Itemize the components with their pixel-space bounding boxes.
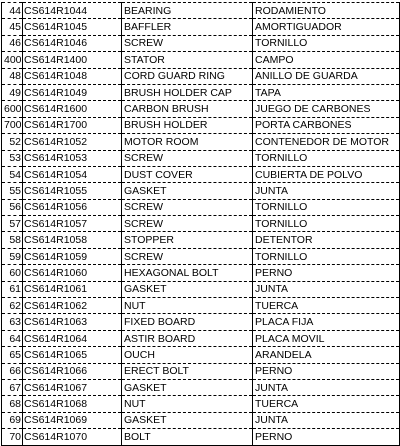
part-code-cell: CS614R1045 [23, 19, 122, 35]
part-code-cell: CS614R1064 [23, 330, 122, 346]
part-code-cell: CS614R1066 [23, 363, 122, 379]
table-row [2, 150, 400, 166]
ref-number-cell: 60 [2, 265, 23, 281]
table-row [2, 429, 400, 445]
ref-number-cell: 69 [2, 412, 23, 428]
ref-number-cell: 53 [2, 150, 23, 166]
spanish-name-cell: PLACA MOVIL [253, 330, 400, 346]
parts-table [1, 2, 400, 446]
spanish-name-cell: TAPA [253, 84, 400, 100]
english-name-cell: ERECT BOLT [122, 363, 253, 379]
part-code-cell: CS614R1600 [23, 101, 122, 117]
part-code-cell: CS614R1063 [23, 314, 122, 330]
english-name-cell: BRUSH HOLDER CAP [122, 84, 253, 100]
english-name-cell: HEXAGONAL BOLT [122, 265, 253, 281]
table-row [2, 232, 400, 248]
part-code-cell: CS614R1068 [23, 396, 122, 412]
english-name-cell: SCREW [122, 199, 253, 215]
spanish-name-cell: CONTENEDOR DE MOTOR [253, 134, 400, 150]
table-row [2, 281, 400, 297]
table-row [2, 199, 400, 215]
table-row [2, 298, 400, 314]
spanish-name-cell: TORNILLO [253, 199, 400, 215]
table-row [2, 52, 400, 68]
ref-number-cell: 54 [2, 166, 23, 182]
ref-number-cell: 48 [2, 68, 23, 84]
spanish-name-cell: ANILLO DE GUARDA [253, 68, 400, 84]
table-row [2, 412, 400, 428]
english-name-cell: CARBON BRUSH [122, 101, 253, 117]
spanish-name-cell: TORNILLO [253, 248, 400, 264]
ref-number-cell: 400 [2, 52, 23, 68]
table-row [2, 183, 400, 199]
ref-number-cell: 45 [2, 19, 23, 35]
table-row [2, 134, 400, 150]
table-row [2, 35, 400, 51]
part-code-cell: CS614R1070 [23, 429, 122, 445]
english-name-cell: SCREW [122, 248, 253, 264]
part-code-cell: CS614R1400 [23, 52, 122, 68]
ref-number-cell: 700 [2, 117, 23, 133]
english-name-cell: SCREW [122, 35, 253, 51]
spanish-name-cell: PORTA CARBONES [253, 117, 400, 133]
spanish-name-cell: PLACA FIJA [253, 314, 400, 330]
spanish-name-cell: TUERCA [253, 396, 400, 412]
english-name-cell: BEARING [122, 3, 253, 19]
part-code-cell: CS614R1067 [23, 379, 122, 395]
ref-number-cell: 66 [2, 363, 23, 379]
spanish-name-cell: TORNILLO [253, 35, 400, 51]
english-name-cell: NUT [122, 298, 253, 314]
spanish-name-cell: RODAMIENTO [253, 3, 400, 19]
english-name-cell: GASKET [122, 379, 253, 395]
english-name-cell: FIXED BOARD [122, 314, 253, 330]
ref-number-cell: 52 [2, 134, 23, 150]
spanish-name-cell: JUNTA [253, 412, 400, 428]
english-name-cell: ASTIR BOARD [122, 330, 253, 346]
part-code-cell: CS614R1061 [23, 281, 122, 297]
part-code-cell: CS614R1049 [23, 84, 122, 100]
table-row [2, 101, 400, 117]
english-name-cell: STATOR [122, 52, 253, 68]
ref-number-cell: 67 [2, 379, 23, 395]
table-row [2, 3, 400, 19]
english-name-cell: SCREW [122, 216, 253, 232]
ref-number-cell: 44 [2, 3, 23, 19]
english-name-cell: GASKET [122, 412, 253, 428]
english-name-cell: CORD GUARD RING [122, 68, 253, 84]
ref-number-cell: 61 [2, 281, 23, 297]
table-row [2, 166, 400, 182]
spanish-name-cell: PERNO [253, 363, 400, 379]
spanish-name-cell: DETENTOR [253, 232, 400, 248]
table-row [2, 330, 400, 346]
ref-number-cell: 59 [2, 248, 23, 264]
english-name-cell: BAFFLER [122, 19, 253, 35]
spanish-name-cell: AMORTIGUADOR [253, 19, 400, 35]
part-code-cell: CS614R1048 [23, 68, 122, 84]
english-name-cell: GASKET [122, 281, 253, 297]
ref-number-cell: 58 [2, 232, 23, 248]
ref-number-cell: 68 [2, 396, 23, 412]
part-code-cell: CS614R1057 [23, 216, 122, 232]
ref-number-cell: 62 [2, 298, 23, 314]
ref-number-cell: 46 [2, 35, 23, 51]
english-name-cell: GASKET [122, 183, 253, 199]
part-code-cell: CS614R1054 [23, 166, 122, 182]
part-code-cell: CS614R1700 [23, 117, 122, 133]
parts-list-sheet [1, 2, 399, 446]
ref-number-cell: 55 [2, 183, 23, 199]
table-row [2, 117, 400, 133]
english-name-cell: BOLT [122, 429, 253, 445]
english-name-cell: MOTOR ROOM [122, 134, 253, 150]
table-row [2, 379, 400, 395]
part-code-cell: CS614R1060 [23, 265, 122, 281]
ref-number-cell: 63 [2, 314, 23, 330]
ref-number-cell: 65 [2, 347, 23, 363]
ref-number-cell: 56 [2, 199, 23, 215]
part-code-cell: CS614R1044 [23, 3, 122, 19]
parts-table-body [2, 3, 400, 446]
english-name-cell: OUCH [122, 347, 253, 363]
spanish-name-cell: TUERCA [253, 298, 400, 314]
spanish-name-cell: PERNO [253, 429, 400, 445]
ref-number-cell: 64 [2, 330, 23, 346]
part-code-cell: CS614R1056 [23, 199, 122, 215]
table-row [2, 248, 400, 264]
english-name-cell: STOPPER [122, 232, 253, 248]
ref-number-cell: 70 [2, 429, 23, 445]
ref-number-cell: 49 [2, 84, 23, 100]
spanish-name-cell: ARANDELA [253, 347, 400, 363]
table-row [2, 396, 400, 412]
english-name-cell: SCREW [122, 150, 253, 166]
table-row [2, 363, 400, 379]
part-code-cell: CS614R1065 [23, 347, 122, 363]
spanish-name-cell: CUBIERTA DE POLVO [253, 166, 400, 182]
english-name-cell: BRUSH HOLDER [122, 117, 253, 133]
table-row [2, 314, 400, 330]
table-row [2, 68, 400, 84]
table-row [2, 347, 400, 363]
table-row [2, 84, 400, 100]
table-row [2, 265, 400, 281]
spanish-name-cell: CAMPO [253, 52, 400, 68]
english-name-cell: NUT [122, 396, 253, 412]
part-code-cell: CS614R1052 [23, 134, 122, 150]
spanish-name-cell: JUNTA [253, 379, 400, 395]
part-code-cell: CS614R1046 [23, 35, 122, 51]
spanish-name-cell: JUEGO DE CARBONES [253, 101, 400, 117]
spanish-name-cell: TORNILLO [253, 150, 400, 166]
spanish-name-cell: JUNTA [253, 281, 400, 297]
ref-number-cell: 600 [2, 101, 23, 117]
part-code-cell: CS614R1058 [23, 232, 122, 248]
spanish-name-cell: PERNO [253, 265, 400, 281]
part-code-cell: CS614R1055 [23, 183, 122, 199]
spanish-name-cell: JUNTA [253, 183, 400, 199]
english-name-cell: DUST COVER [122, 166, 253, 182]
ref-number-cell: 57 [2, 216, 23, 232]
part-code-cell: CS614R1059 [23, 248, 122, 264]
spanish-name-cell: TORNILLO [253, 216, 400, 232]
part-code-cell: CS614R1062 [23, 298, 122, 314]
table-row [2, 19, 400, 35]
table-row [2, 216, 400, 232]
part-code-cell: CS614R1069 [23, 412, 122, 428]
part-code-cell: CS614R1053 [23, 150, 122, 166]
